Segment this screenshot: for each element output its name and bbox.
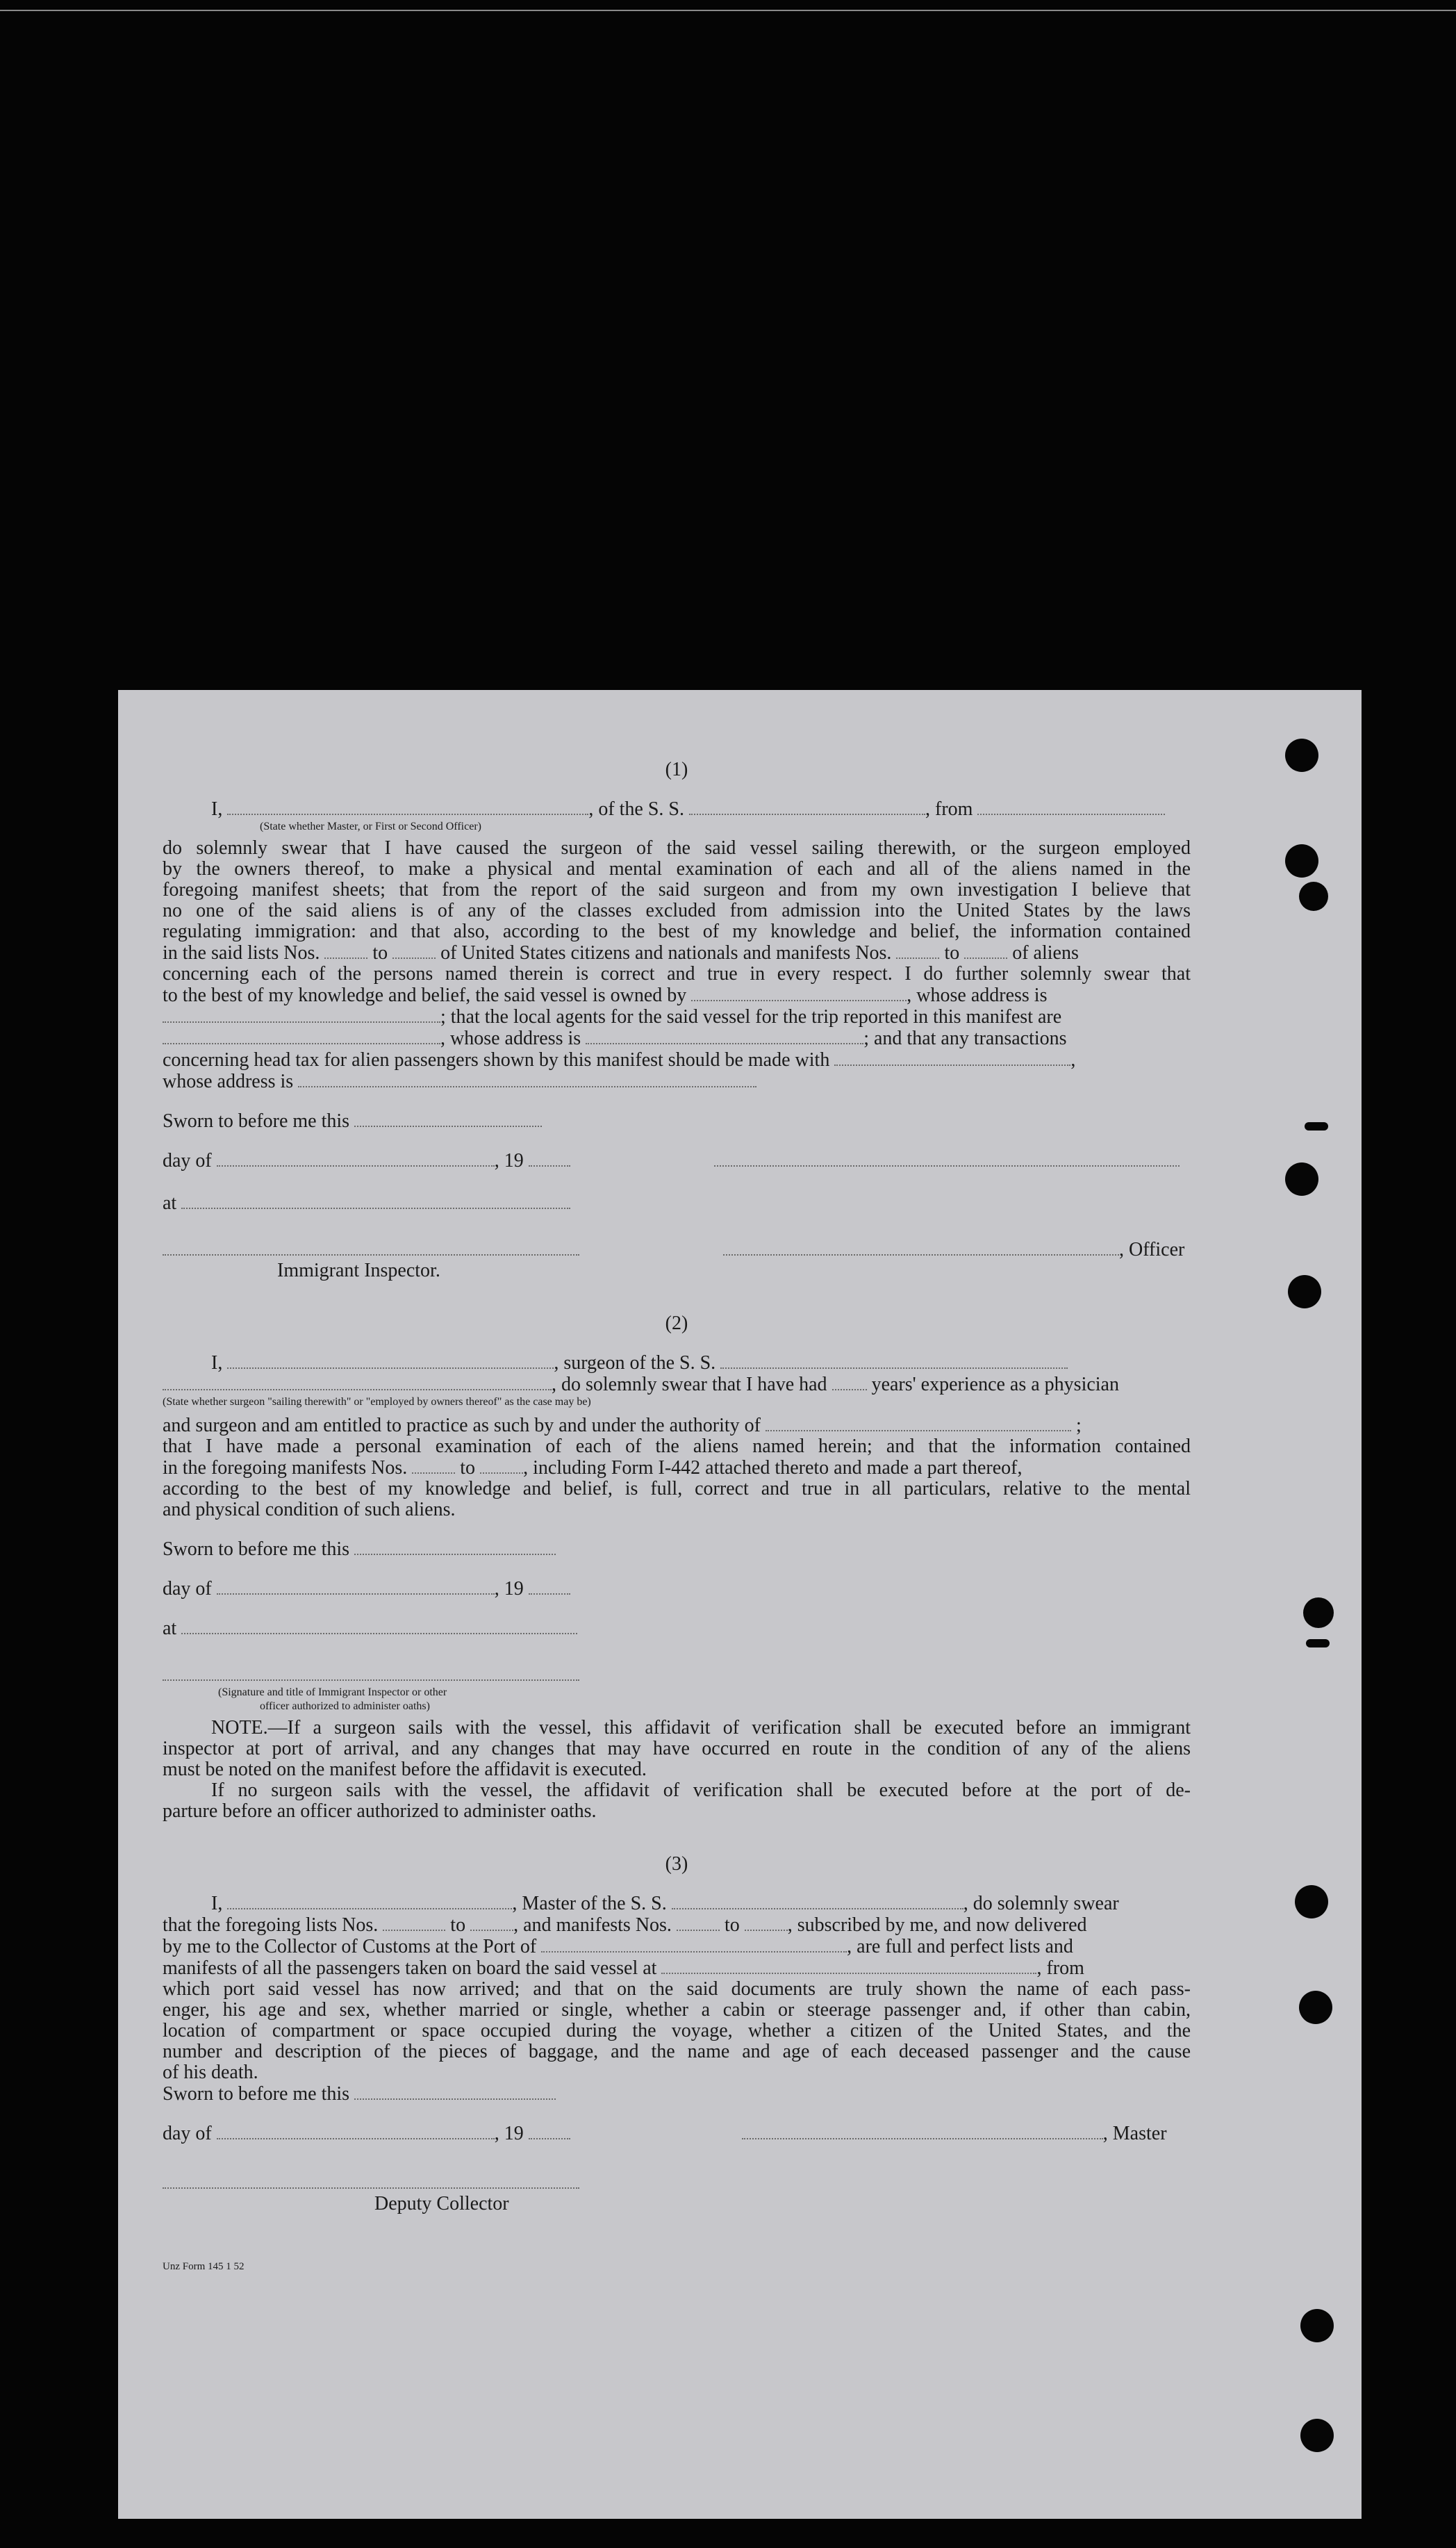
officer-name-field[interactable] (227, 798, 588, 815)
sworn-place-field[interactable] (181, 1192, 570, 1209)
binder-hole (1285, 844, 1318, 878)
binder-hole (1288, 1275, 1321, 1308)
administering-officer-signature-field[interactable] (163, 1664, 579, 1681)
manifests-to-field[interactable] (964, 942, 1007, 959)
officer-signature-field[interactable] (714, 1150, 1180, 1167)
local-agents-field[interactable] (163, 1028, 440, 1044)
surgeon-month-field[interactable] (217, 1578, 495, 1595)
section-1-line-1: I, , of the S. S. , from (163, 798, 1191, 820)
master-vessel-field[interactable] (672, 1893, 963, 1909)
surgeon-status-field[interactable] (163, 1374, 552, 1390)
master-name-field[interactable] (227, 1893, 512, 1909)
surgeon-status-note: (State whether surgeon "sailing therewith" or "employed by owners thereof" as the case may be) (163, 1396, 591, 1408)
surgeon-vessel-field[interactable] (720, 1352, 1068, 1369)
head-tax-address-field[interactable] (298, 1071, 756, 1087)
surgeon-manifests-from-field[interactable] (412, 1457, 455, 1474)
binder-hole (1300, 2309, 1334, 2342)
binder-hole (1299, 1991, 1332, 2024)
form-body: (1) I, , of the S. S. , from (State whether Master, or First or Second Officer) do solemnly swear that I have caused the surgeon of the said vessel sailing therewith, or the surgeon employed by the owners thereof, to make a physical and mental examination of each and all of the aliens named in the foregoing manifest sheets; that from the report of the said surgeon and from my own investigation I believe that no one of the said aliens is of any of the classes excluded from admission into the United States by the laws regulating immigration: and that also, according to the best of my knowledge and belief, the information contained in the said lists Nos. to of United States citizens and nationals and manifests Nos. to of aliens concerning each of the persons named therein is correct and true in every respect. I do further solemnly swear that to the best of my knowledge and belief, the said vessel is owned by , whose address is ; that the local agents for the said vessel for the trip reported in this manifest are , whose address is ; and that any transactions concerning head tax for alien passengers shown by this manifest should be made with , whose address is Sworn to before me this day of , 19 at , Officer Immigrant Inspector. (2) I, , surgeon of the S. S. , do solemnly swear that I have had years' experience as a physician (State whether surgeon "sailing therewith" or "employed by owners thereof" as the case may be) and surgeon and am entitled to practice as such by and under the authority of ; that I have made a personal examination of each of the aliens named herein; and that the information contained in the foregoing manifests Nos. to , including Form I-442 attached thereto and made a part thereof, according to the best of my knowledge and belief, is full, correct and true in all particulars, relative to the mental and physical condition of such aliens. Sworn to before me this day of , 19 at (Signature and title of Immigrant Inspector or other officer authorized to administer oaths) NOTE.—If a surgeon sails with the vessel, this affidavit of verification shall be executed before an immigrant inspector at port of arrival, and any changes that may have occurred en route in the condition of any of the aliens must be noted on the manifest before the affidavit is executed. If no surgeon sails with the vessel, the affidavit of verification shall be executed before at the port of de- parture before an officer authorized to administer oaths. (3) I, , Master of the S. S. , do solemnly swear that the foregoing lists Nos. to , and manifests Nos. to , subscribed by me, and now delivered by me to the Collector of Customs at the Port of , are full and perfect lists and manifests of all the passengers taken on board the said vessel at , from which port said vessel has now arrived; and that on the said documents are truly shown the name of each pass- enger, his age and sex, whether married or single, whether a cabin or steerage passenger and, if other than cabin, location of compartment or space occupied during the voyage, whether a citizen of the United States, and the number and description of the pieces of baggage, and the name and age of each deceased passenger and the cause of his death. Sworn to before me this day of , 19 , Master Deputy Collector Unz Form 145 1 52 (163, 759, 1191, 2277)
manifests-from-field[interactable] (896, 942, 939, 959)
binder-hole (1285, 1162, 1318, 1196)
lists-from-field[interactable] (324, 942, 367, 959)
form-number: Unz Form 145 1 52 (163, 2261, 245, 2272)
binder-hole (1295, 1885, 1328, 1918)
manifest-form-page (118, 690, 1362, 2519)
master-year-field[interactable] (529, 2123, 570, 2139)
owner-address-field[interactable] (163, 1006, 440, 1023)
section-2-number: (2) (665, 1313, 688, 1334)
section-3-number: (3) (665, 1853, 688, 1875)
year-field[interactable] (529, 1150, 570, 1167)
surgeon-name-field[interactable] (227, 1352, 554, 1369)
surgeon-sworn-date-field[interactable] (354, 1538, 556, 1555)
binder-hole (1285, 739, 1318, 772)
binder-notch (1306, 1639, 1330, 1647)
master-lists-to-field[interactable] (470, 1914, 513, 1931)
surgeon-year-field[interactable] (529, 1578, 570, 1595)
immigrant-inspector-label: Immigrant Inspector. (277, 1260, 440, 1281)
arrival-port-field[interactable] (541, 1936, 847, 1953)
month-field[interactable] (217, 1150, 495, 1167)
binder-hole (1300, 2419, 1334, 2452)
agents-address-field[interactable] (586, 1028, 863, 1044)
years-experience-field[interactable] (832, 1374, 867, 1390)
inspector-signature-field[interactable] (163, 1239, 579, 1256)
master-sworn-date-field[interactable] (354, 2083, 556, 2100)
officer-title-field[interactable] (723, 1239, 1119, 1256)
officer-rank-note: (State whether Master, or First or Second Officer) (260, 821, 481, 832)
vessel-name-field[interactable] (689, 798, 925, 815)
authority-field[interactable] (766, 1415, 1071, 1431)
section-1-number: (1) (665, 759, 688, 780)
deputy-collector-signature-field[interactable] (163, 2172, 579, 2189)
binder-hole (1299, 882, 1328, 911)
top-edge-line (0, 10, 1456, 11)
owner-field[interactable] (691, 985, 907, 1001)
binder-hole (1303, 1597, 1334, 1628)
master-month-field[interactable] (217, 2123, 495, 2139)
lists-numbers-line: in the said lists Nos. to of United States citizens and nationals and manifests Nos. to of aliens (163, 942, 1079, 964)
note-paragraph: NOTE.—If a surgeon sails with the vessel, this affidavit of verification shall be executed before an immigrant (211, 1717, 1191, 1739)
surgeon-place-field[interactable] (181, 1618, 577, 1634)
sworn-date-field[interactable] (354, 1110, 542, 1127)
master-manifests-to-field[interactable] (745, 1914, 788, 1931)
lists-to-field[interactable] (392, 942, 436, 959)
binder-notch (1305, 1122, 1328, 1131)
master-lists-from-field[interactable] (383, 1914, 445, 1931)
surgeon-manifests-to-field[interactable] (480, 1457, 523, 1474)
head-tax-contact-field[interactable] (834, 1049, 1070, 1066)
from-port-field[interactable] (977, 798, 1165, 815)
master-signature-field[interactable] (742, 2123, 1103, 2139)
deputy-collector-label: Deputy Collector (374, 2193, 509, 2214)
master-manifests-from-field[interactable] (677, 1914, 720, 1931)
departure-port-field[interactable] (661, 1957, 1036, 1974)
